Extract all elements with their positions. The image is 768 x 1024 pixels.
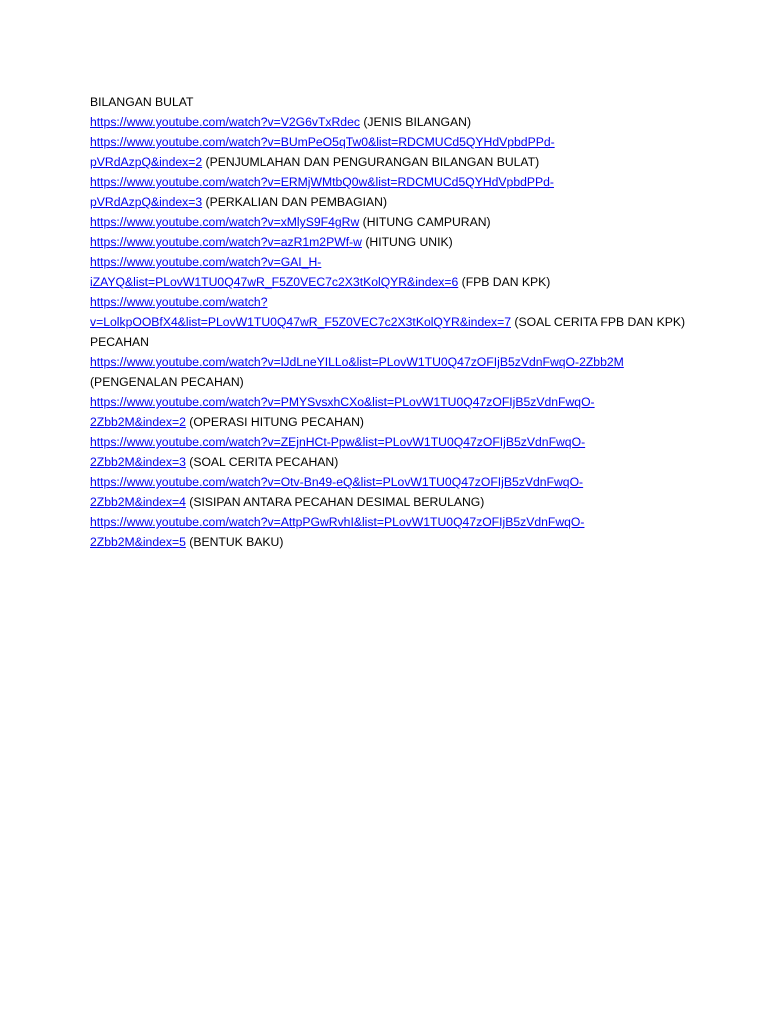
link-description: (HITUNG UNIK) [361, 235, 453, 249]
bulat-line [90, 212, 690, 232]
bulat-line [90, 272, 690, 292]
bulat-line [90, 112, 690, 132]
youtube-link[interactable]: https://www.youtube.com/watch?v=Otv-Bn49-eQ&list=PLovW1TU0Q47zOFIjB5zVdnFwqO- [90, 475, 584, 489]
section-heading-pecahan: PECAHAN [90, 335, 149, 349]
youtube-link[interactable]: https://www.youtube.com/watch?v=azR1m2PWf-w [90, 235, 362, 249]
youtube-link[interactable]: 2Zbb2M&index=3 [90, 455, 186, 469]
section-heading-bilangan-bulat: BILANGAN BULAT [90, 95, 194, 109]
youtube-link[interactable]: https://www.youtube.com/watch? [90, 295, 268, 309]
bulat-line [90, 312, 690, 332]
link-description: (PERKALIAN DAN PEMBAGIAN) [202, 195, 388, 209]
pecahan-line [90, 492, 690, 512]
link-description: (SOAL CERITA PECAHAN) [185, 455, 339, 469]
section-bilangan-bulat [90, 112, 690, 332]
youtube-link[interactable]: https://www.youtube.com/watch?v=BUmPeO5qTw0&list=RDCMUCd5QYHdVpbdPPd- [90, 135, 555, 149]
link-description: (BENTUK BAKU) [185, 535, 284, 549]
link-description: (JENIS BILANGAN) [359, 115, 472, 129]
youtube-link[interactable]: https://www.youtube.com/watch?v=ERMjWMtbQ0w&list=RDCMUCd5QYHdVpbdPPd- [90, 175, 554, 189]
youtube-link[interactable]: 2Zbb2M&index=5 [90, 535, 186, 549]
link-description: (PENJUMLAHAN DAN PENGURANGAN BILANGAN BULAT) [202, 155, 540, 169]
youtube-link[interactable]: https://www.youtube.com/watch?v=AttpPGwRvhI&list=PLovW1TU0Q47zOFIjB5zVdnFwqO- [90, 515, 585, 529]
bulat-line [90, 132, 690, 152]
youtube-link[interactable]: pVRdAzpQ&index=3 [90, 195, 203, 209]
section-pecahan [90, 352, 690, 552]
pecahan-line [90, 392, 690, 412]
bulat-line [90, 292, 690, 312]
pecahan-line [90, 452, 690, 472]
youtube-link[interactable]: https://www.youtube.com/watch?v=xMlyS9F4gRw [90, 215, 360, 229]
pecahan-line [90, 372, 690, 392]
pecahan-line [90, 472, 690, 492]
link-description: (SOAL CERITA FPB DAN KPK) [511, 315, 686, 329]
link-description: (OPERASI HITUNG PECAHAN) [185, 415, 364, 429]
link-description: (SISIPAN ANTARA PECAHAN DESIMAL BERULANG) [185, 495, 485, 509]
youtube-link[interactable]: https://www.youtube.com/watch?v=lJdLneYILLo&list=PLovW1TU0Q47zOFIjB5zVdnFwqO-2Zbb2M [90, 355, 624, 369]
bulat-line [90, 232, 690, 252]
youtube-link[interactable]: 2Zbb2M&index=4 [90, 495, 186, 509]
youtube-link[interactable]: 2Zbb2M&index=2 [90, 415, 186, 429]
link-description: (FPB DAN KPK) [458, 275, 551, 289]
bulat-line [90, 192, 690, 212]
pecahan-line [90, 412, 690, 432]
link-description: (HITUNG CAMPURAN) [359, 215, 491, 229]
youtube-link[interactable]: https://www.youtube.com/watch?v=GAI_H- [90, 255, 322, 269]
document-body [90, 92, 690, 552]
bulat-line [90, 172, 690, 192]
pecahan-line [90, 352, 690, 372]
youtube-link[interactable]: iZAYQ&list=PLovW1TU0Q47wR_F5Z0VEC7c2X3tKolQYR&index=6 [90, 275, 459, 289]
link-description: (PENGENALAN PECAHAN) [90, 375, 244, 389]
youtube-link[interactable]: v=LolkpOOBfX4&list=PLovW1TU0Q47wR_F5Z0VEC7c2X3tKolQYR&index=7 [90, 315, 512, 329]
pecahan-line [90, 432, 690, 452]
youtube-link[interactable]: https://www.youtube.com/watch?v=PMYSvsxhCXo&list=PLovW1TU0Q47zOFIjB5zVdnFwqO- [90, 395, 595, 409]
youtube-link[interactable]: pVRdAzpQ&index=2 [90, 155, 203, 169]
pecahan-line [90, 512, 690, 532]
youtube-link[interactable]: https://www.youtube.com/watch?v=ZEjnHCt-Ppw&list=PLovW1TU0Q47zOFIjB5zVdnFwqO- [90, 435, 586, 449]
pecahan-line [90, 532, 690, 552]
bulat-line [90, 252, 690, 272]
bulat-line [90, 152, 690, 172]
youtube-link[interactable]: https://www.youtube.com/watch?v=V2G6vTxRdec [90, 115, 360, 129]
